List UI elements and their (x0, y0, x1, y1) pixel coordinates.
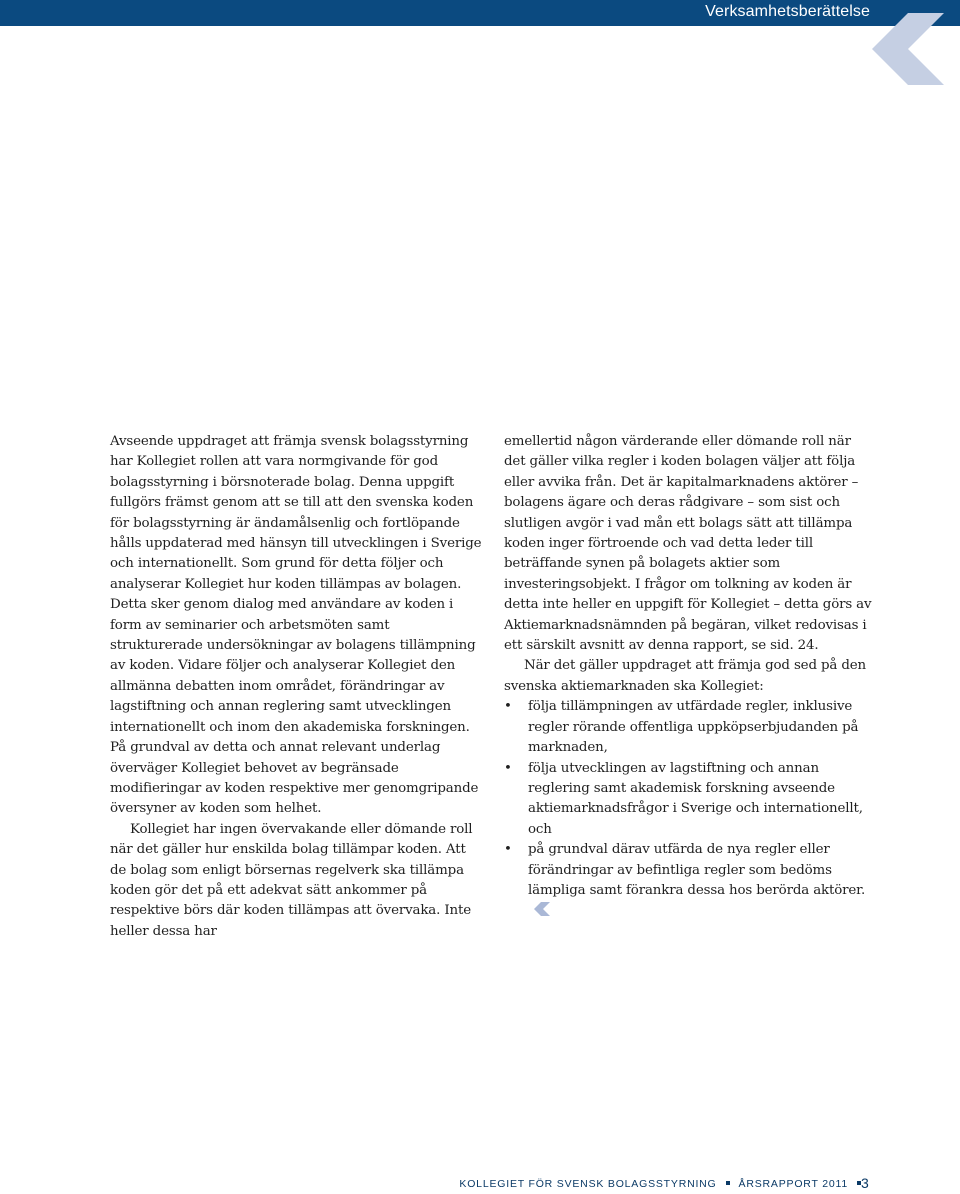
page-footer (459, 1178, 870, 1194)
right-column (504, 432, 876, 922)
end-mark-chevron-icon (532, 902, 550, 916)
body-paragraph: När det gäller uppdraget att främja god sed på den svenska aktiemarknaden ska Kollegiet: (504, 658, 867, 694)
footer-separator (726, 1181, 730, 1185)
footer-report: ÅRSRAPPORT 2011 (738, 1178, 848, 1190)
list-item (504, 840, 876, 922)
bullet-marker: • (504, 842, 512, 858)
page-number: 3 (861, 1175, 869, 1191)
bullet-list (504, 697, 876, 921)
body-paragraph: emellertid någon värderande eller dömande roll när det gäller vilka regler i koden bolagen väljer att följa eller avvika från. Det är kapitalmarknadens aktörer – bolagens ägare och deras rådgivare – som sist och slutligen avgör i vad mån ett bolags sätt att tillämpa koden inger förtroende och vad detta leder till beträffande synen på bolagets aktier som investeringsobjekt. I frågor om tolkning av koden är detta inte heller en uppgift för Kollegiet – detta görs av Aktiemarknadsnämnden på begäran, vilket redovisas i ett särskilt avsnitt av denna rapport, se sid. 24. (504, 434, 872, 654)
bullet-marker: • (504, 760, 512, 776)
chevron-left-icon (872, 13, 944, 85)
footer-organization: KOLLEGIET FÖR SVENSK BOLAGSSTYRNING (459, 1178, 717, 1190)
section-title: Verksamhetsberättelse (705, 3, 870, 20)
body-paragraph: Kollegiet har ingen övervakande eller dömande roll när det gäller hur enskilda bolag tillämpar koden. Att de bolag som enligt börsernas regelverk ska tillämpa koden gör det på ett adekvat sätt ankommer på respektive börs där koden tillämpas att övervaka. Inte heller dessa har (110, 821, 473, 939)
list-item-text: på grundval därav utfärda de nya regler eller förändringar av befintliga regler som bedöms lämpliga samt förankra dessa hos berörda aktörer. (528, 842, 866, 898)
bullet-marker: • (504, 699, 512, 715)
list-item-text: följa tillämpningen av utfärdade regler, inklusive regler rörande offentliga uppköpserbjudanden på marknaden, (528, 699, 859, 756)
left-column (110, 432, 482, 942)
header-bar (0, 0, 960, 26)
list-item (504, 759, 876, 841)
list-item-text: följa utvecklingen av lagstiftning och annan reglering samt akademisk forskning avseende aktiemarknadsfrågor i Sverige och internationellt, och (528, 760, 863, 837)
list-item (504, 697, 876, 758)
body-paragraph: Avseende uppdraget att främja svensk bolagsstyrning har Kollegiet rollen att vara normgivande för god bolagsstyrning i börsnoterade bolag. Denna uppgift fullgörs främst genom att se till att den svenska koden för bolagsstyrning är ändamålsenlig och fortlöpande hålls uppdaterad med hänsyn till utvecklingen i Sverige och internationellt. Som grund för detta följer och analyserar Kollegiet hur koden tillämpas av bolagen. Detta sker genom dialog med användare av koden i form av seminarier och arbetsmöten samt strukturerade undersökningar av bolagens tillämpning av koden. Vidare följer och analyserar Kollegiet den allmänna debatten inom området, förändringar av lagstiftning och annan reglering samt utvecklingen internationellt och inom den akademiska forskningen. På grundval av detta och annat relevant underlag överväger Kollegiet behovet av begränsade modifieringar av koden respektive mer genomgripande översyner av koden som helhet. (110, 434, 482, 817)
